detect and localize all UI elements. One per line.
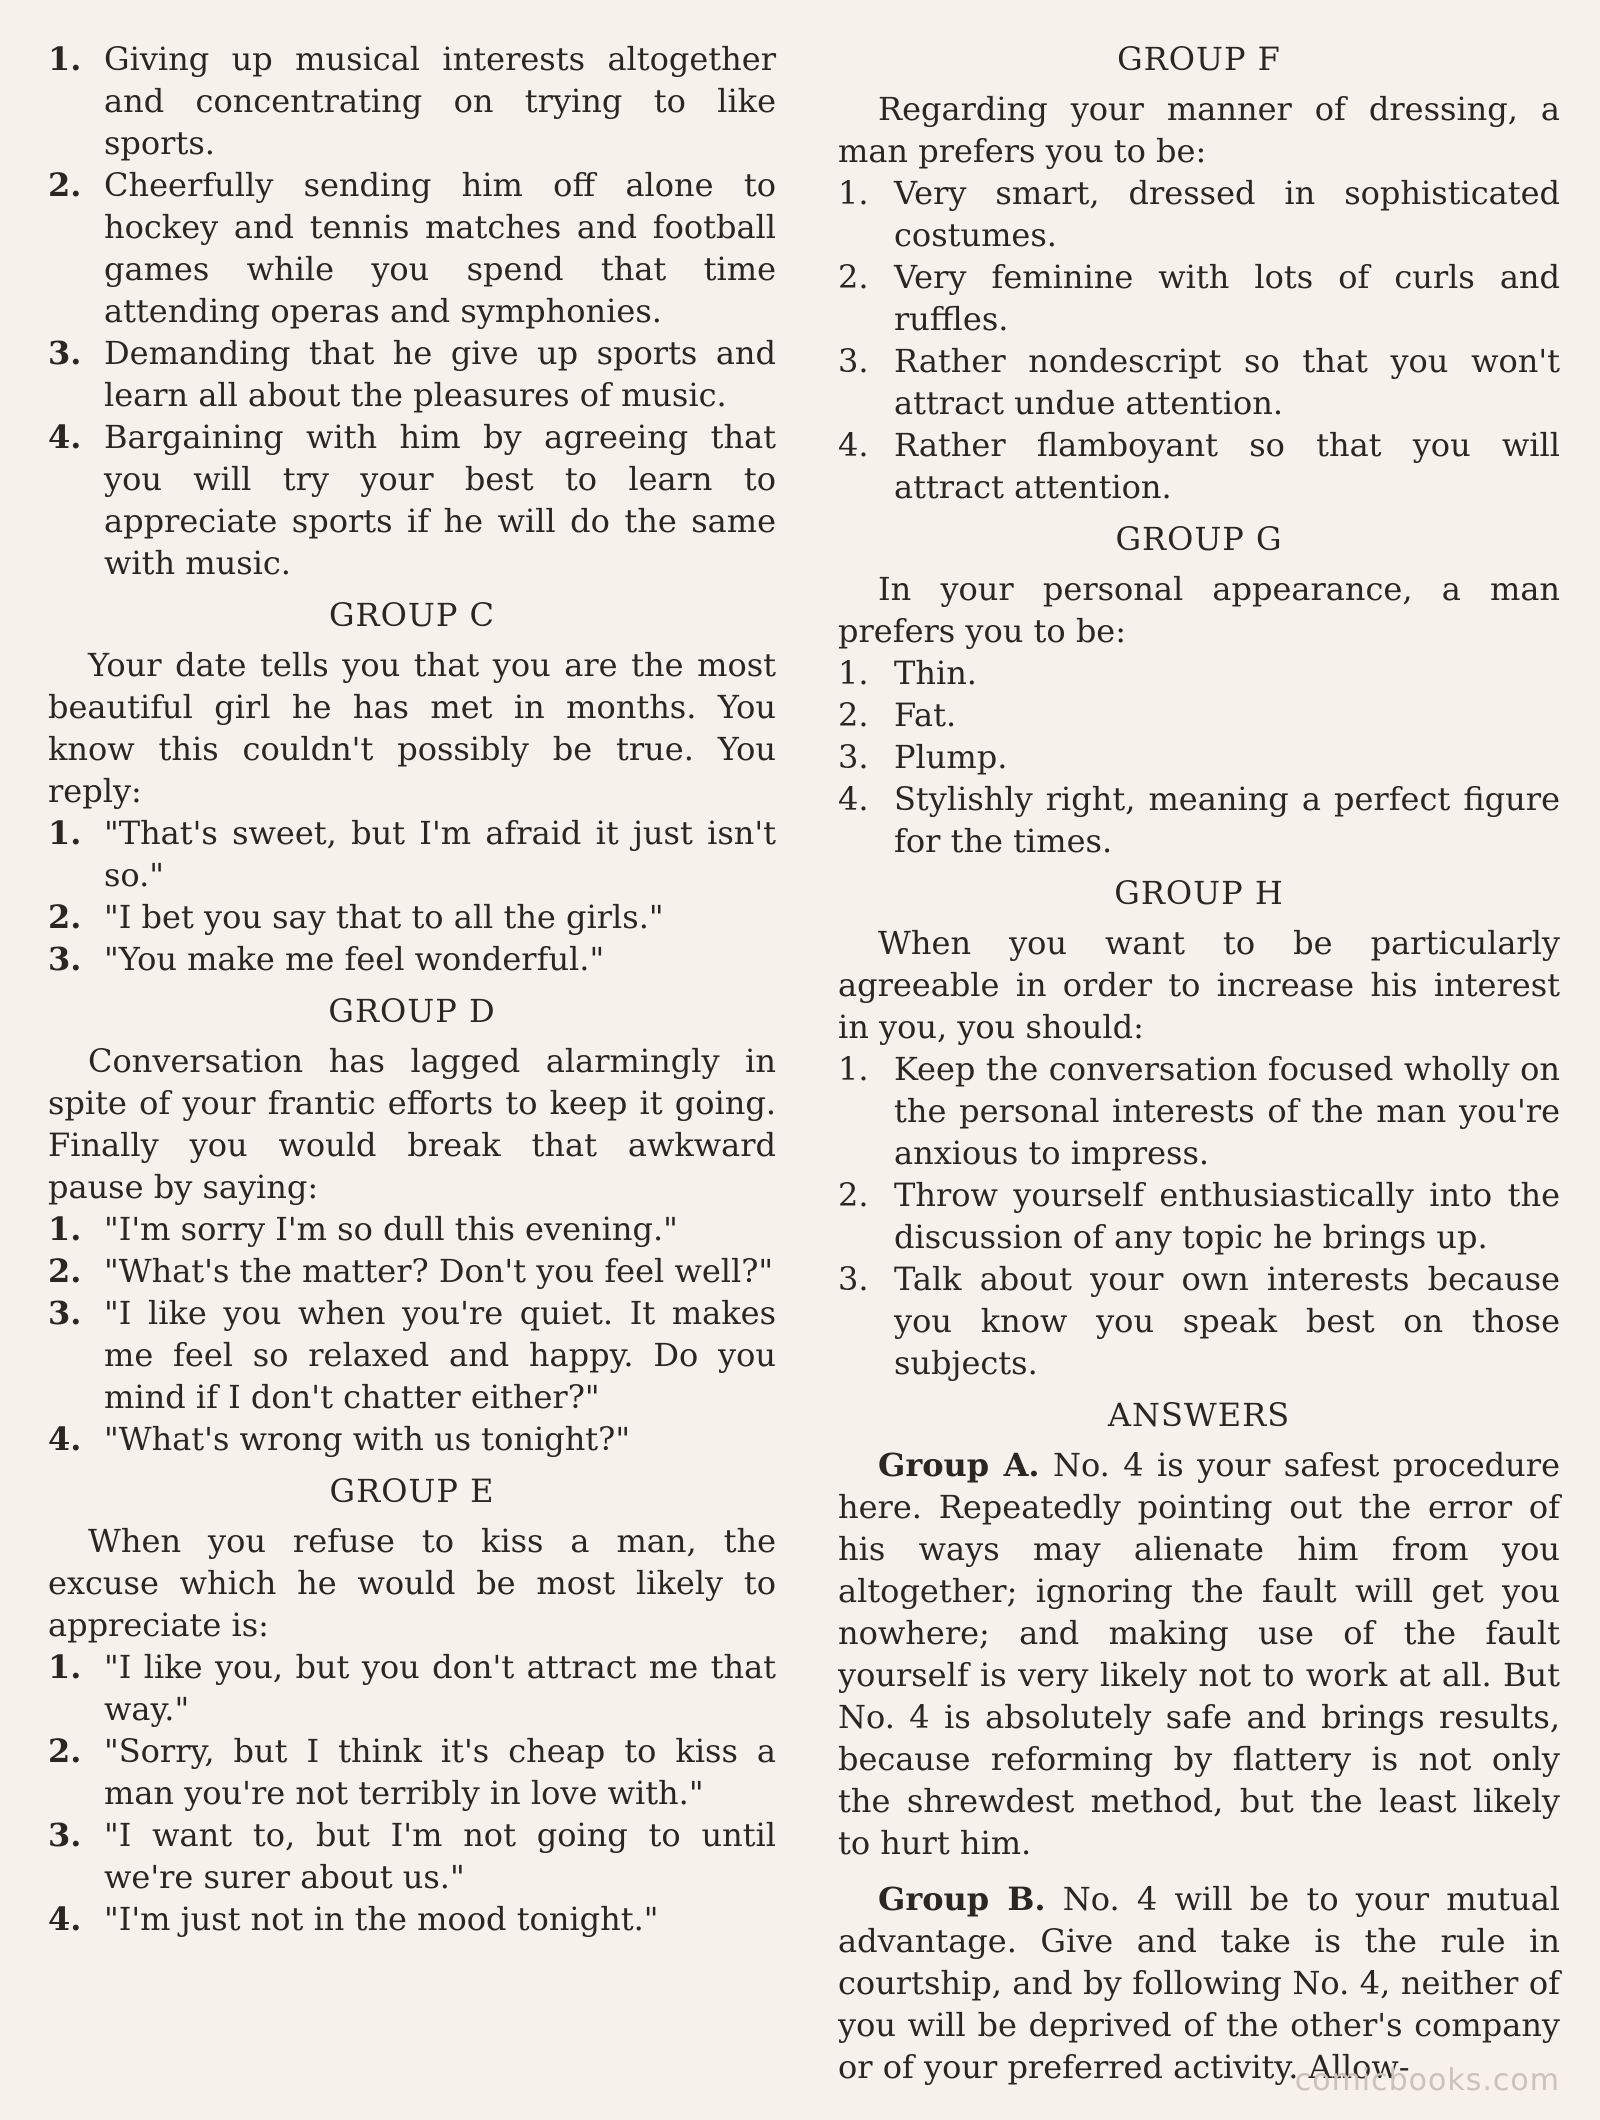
right-column	[838, 38, 1560, 2102]
item-number: 1.	[48, 814, 82, 852]
item-number: 4.	[48, 1420, 82, 1458]
list-item	[838, 736, 1560, 778]
item-number: 3.	[48, 1816, 82, 1854]
item-number: 1.	[838, 654, 869, 692]
item-text: "You make me feel wonderful."	[104, 940, 605, 978]
item-number: 2.	[48, 1252, 82, 1290]
group-h-prompt: When you want to be particularly agreeable in order to increase his interest in you, you should:	[838, 924, 1560, 1046]
answers-heading: ANSWERS	[1107, 1396, 1291, 1434]
item-text: "What's the matter? Don't you feel well?"	[104, 1252, 774, 1290]
watermark: comicbooks.com	[1294, 2063, 1560, 2098]
item-text: "That's sweet, but I'm afraid it just isn't so."	[104, 814, 776, 894]
list-item	[48, 332, 776, 416]
group-d-prompt: Conversation has lagged alarmingly in spite of your frantic efforts to keep it going. Finally you would break that awkward pause by saying:	[48, 1042, 776, 1206]
item-text: Demanding that he give up sports and learn all about the pleasures of music.	[104, 334, 776, 414]
answer-text: No. 4 will be to your mutual advantage. Give and take is the rule in courtship, and by following No. 4, neither of you will be deprived of the other's company or of your preferred activity. Allow-	[838, 1880, 1561, 2086]
item-number: 1.	[838, 174, 869, 212]
item-number: 2.	[48, 1732, 82, 1770]
list-item	[838, 694, 1560, 736]
list-item	[838, 340, 1560, 424]
item-number: 3.	[838, 1260, 869, 1298]
item-text: Plump.	[894, 738, 1008, 776]
item-number: 3.	[838, 342, 869, 380]
item-text: "I'm just not in the mood tonight."	[104, 1900, 659, 1938]
list-item	[48, 896, 776, 938]
list-item	[838, 1174, 1560, 1258]
item-number: 1.	[48, 1648, 82, 1686]
item-text: "I bet you say that to all the girls."	[104, 898, 664, 936]
group-e-prompt: When you refuse to kiss a man, the excuse which he would be most likely to appreciate is:	[48, 1522, 776, 1644]
item-text: Throw yourself enthusiastically into the discussion of any topic he brings up.	[894, 1176, 1560, 1256]
item-text: Rather flamboyant so that you will attract attention.	[894, 426, 1560, 506]
list-item	[48, 1646, 776, 1730]
item-text: Talk about your own interests because you know you speak best on those subjects.	[894, 1260, 1560, 1382]
item-number: 2.	[48, 898, 82, 936]
group-c-prompt: Your date tells you that you are the most beautiful girl he has met in months. You know this couldn't possibly be true. You reply:	[48, 646, 776, 810]
list-item	[48, 1814, 776, 1898]
item-text: "Sorry, but I think it's cheap to kiss a man you're not terribly in love with."	[104, 1732, 776, 1812]
item-number: 4.	[48, 1900, 82, 1938]
list-item	[838, 424, 1560, 508]
item-text: Fat.	[894, 696, 957, 734]
item-number: 1.	[838, 1050, 869, 1088]
item-text: "I'm sorry I'm so dull this evening."	[104, 1210, 678, 1248]
item-number: 3.	[48, 334, 82, 372]
list-item	[838, 778, 1560, 862]
list-item	[48, 1898, 776, 1940]
list-item	[838, 652, 1560, 694]
group-g-prompt: In your personal appearance, a man prefers you to be:	[838, 570, 1560, 650]
list-item	[48, 1292, 776, 1418]
group-h-heading: GROUP H	[1114, 874, 1284, 912]
item-text: Very smart, dressed in sophisticated costumes.	[894, 174, 1560, 254]
item-text: "I like you when you're quiet. It makes me feel so relaxed and happy. Do you mind if I don't chatter either?"	[104, 1294, 776, 1416]
item-number: 2.	[838, 258, 869, 296]
answer-label: Group A.	[878, 1446, 1040, 1484]
answer-text: No. 4 is your safest procedure here. Repeatedly pointing out the error of his ways may alienate him from you altogether; ignoring the fault will get you nowhere; and making use of the fault yourself is very likely not to work at all. But No. 4 is absolutely safe and brings results, because reforming by flattery is not only the shrewdest method, but the least likely to hurt him.	[838, 1446, 1560, 1862]
item-number: 1.	[48, 40, 82, 78]
list-item	[48, 1208, 776, 1250]
item-text: "I want to, but I'm not going to until we're surer about us."	[104, 1816, 776, 1896]
group-c-heading: GROUP C	[328, 596, 496, 634]
list-item	[48, 1730, 776, 1814]
group-e-heading: GROUP E	[329, 1472, 495, 1510]
list-item	[48, 416, 776, 584]
item-number: 2.	[838, 1176, 869, 1214]
answer-group-b	[838, 1878, 1560, 2088]
item-number: 3.	[48, 1294, 82, 1332]
list-item	[48, 938, 776, 980]
list-item	[838, 1258, 1560, 1384]
list-item	[48, 164, 776, 332]
group-f-heading: GROUP F	[1117, 40, 1281, 78]
item-text: Bargaining with him by agreeing that you will try your best to learn to appreciate sports if he will do the same with music.	[104, 418, 776, 582]
item-text: Giving up musical interests altogether and concentrating on trying to like sports.	[104, 40, 776, 162]
list-item	[48, 1418, 776, 1460]
answer-group-a	[838, 1444, 1560, 1864]
item-number: 1.	[48, 1210, 82, 1248]
item-text: Keep the conversation focused wholly on the personal interests of the man you're anxious to impress.	[894, 1050, 1560, 1172]
item-text: "I like you, but you don't attract me that way."	[104, 1648, 776, 1728]
item-number: 4.	[838, 426, 869, 464]
answer-label: Group B.	[878, 1880, 1046, 1918]
list-item	[838, 256, 1560, 340]
item-number: 2.	[838, 696, 869, 734]
item-number: 3.	[48, 940, 82, 978]
group-g-heading: GROUP G	[1115, 520, 1283, 558]
left-column	[48, 38, 776, 1940]
item-text: Thin.	[894, 654, 977, 692]
group-b-options	[48, 38, 776, 584]
list-item	[48, 1250, 776, 1292]
item-text: Stylishly right, meaning a perfect figure for the times.	[894, 780, 1560, 860]
group-d-heading: GROUP D	[328, 992, 496, 1030]
item-number: 3.	[838, 738, 869, 776]
list-item	[48, 812, 776, 896]
item-text: Rather nondescript so that you won't attract undue attention.	[894, 342, 1560, 422]
item-text: Cheerfully sending him off alone to hockey and tennis matches and football games while you spend that time attending operas and symphonies.	[104, 166, 776, 330]
group-f-prompt: Regarding your manner of dressing, a man prefers you to be:	[838, 90, 1560, 170]
list-item	[838, 172, 1560, 256]
item-text: "What's wrong with us tonight?"	[104, 1420, 631, 1458]
item-number: 2.	[48, 166, 82, 204]
list-item	[48, 38, 776, 164]
item-number: 4.	[48, 418, 82, 456]
item-number: 4.	[838, 780, 869, 818]
list-item	[838, 1048, 1560, 1174]
item-text: Very feminine with lots of curls and ruffles.	[894, 258, 1560, 338]
